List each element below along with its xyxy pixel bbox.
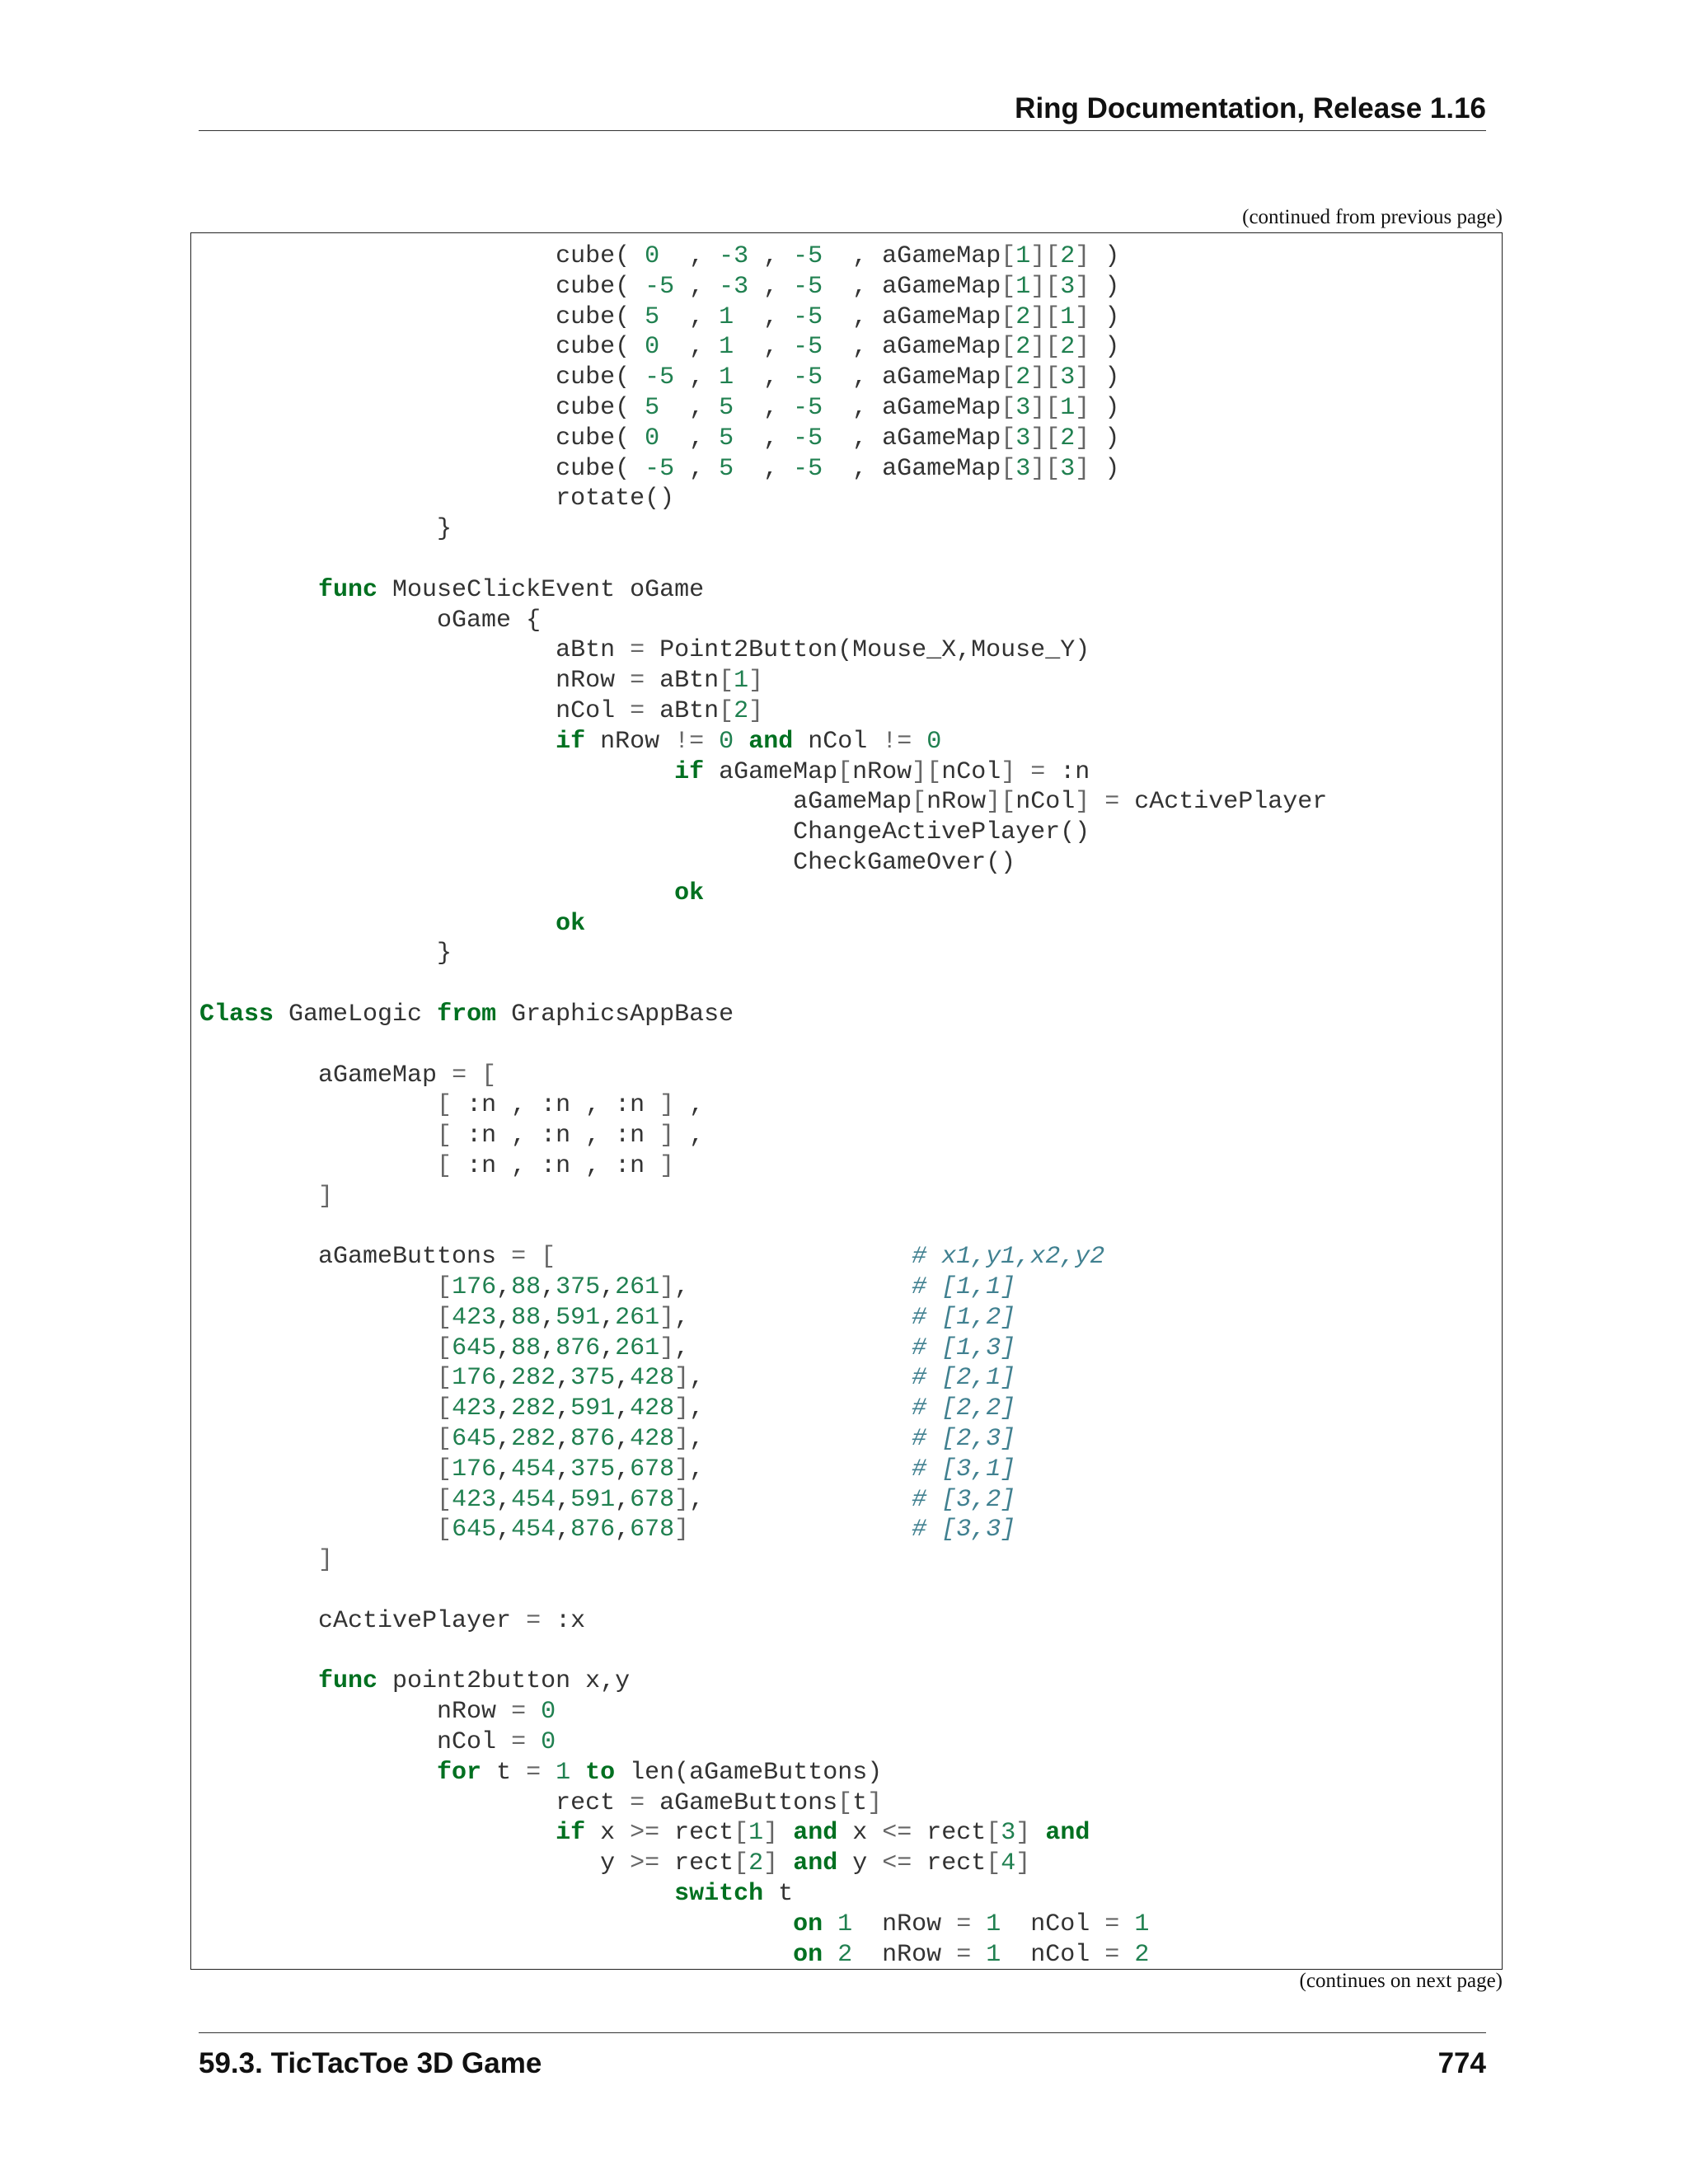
code-line: nRow = 0: [199, 1698, 556, 1727]
footer-page-number: 774: [1437, 2047, 1486, 2079]
code-line: }: [199, 940, 452, 968]
code-line: [176,88,375,261], # [1,1]: [437, 1273, 1016, 1302]
code-line: ]: [318, 1546, 334, 1575]
code-line: aGameMap[nRow][nCol] = cActivePlayer: [199, 788, 1328, 817]
continued-from-note: (continued from previous page): [1242, 206, 1503, 228]
code-line: rect = aGameButtons[t]: [199, 1788, 883, 1817]
header-rule: [199, 130, 1486, 131]
code-line: CheckGameOver(): [199, 848, 1016, 877]
code-line: if nRow != 0 and nCol != 0: [556, 727, 942, 756]
code-line: cube( 5 , 1 , -5 , aGameMap[2][1] ): [199, 302, 1120, 331]
footer-rule: [199, 2032, 1486, 2033]
code-line: aBtn = Point2Button(Mouse_X,Mouse_Y): [199, 636, 1090, 665]
code-line: y >= rect[2] and y <= rect[4]: [199, 1849, 1031, 1878]
code-line: oGame {: [199, 606, 542, 635]
code-line: nCol = 0: [199, 1728, 556, 1757]
code-line: }: [199, 515, 452, 544]
code-line: func point2button x,y: [318, 1667, 631, 1696]
code-line: nCol = aBtn[2]: [199, 696, 764, 725]
code-line: cube( 0 , -3 , -5 , aGameMap[1][2] ): [199, 242, 1120, 270]
code-line: func MouseClickEvent oGame: [318, 575, 705, 604]
code-line: nRow = aBtn[1]: [199, 667, 764, 696]
code-line: cube( -5 , 1 , -5 , aGameMap[2][3] ): [199, 363, 1120, 392]
code-line: switch t: [674, 1880, 794, 1909]
code-line: ]: [318, 1182, 334, 1211]
code-line: rotate(): [199, 485, 675, 513]
code-line: [176,454,375,678], # [3,1]: [437, 1455, 1016, 1483]
code-line: cube( 0 , 5 , -5 , aGameMap[3][2] ): [199, 424, 1120, 452]
code-line: cube( 0 , 1 , -5 , aGameMap[2][2] ): [199, 333, 1120, 362]
code-line: [176,282,375,428], # [2,1]: [437, 1364, 1016, 1393]
code-line: ok: [674, 879, 705, 907]
code-line: cube( -5 , 5 , -5 , aGameMap[3][3] ): [199, 454, 1120, 483]
code-line: ok: [556, 909, 586, 938]
code-line: [423,282,591,428], # [2,2]: [437, 1394, 1016, 1423]
code-line: if aGameMap[nRow][nCol] = :n: [674, 757, 1090, 786]
code-line: [645,282,876,428], # [2,3]: [437, 1425, 1016, 1454]
code-line: [423,88,591,261], # [1,2]: [437, 1303, 1016, 1332]
code-line: [ :n , :n , :n ] ,: [437, 1091, 705, 1120]
footer-section: 59.3. TicTacToe 3D Game: [199, 2047, 542, 2079]
code-block: [190, 232, 1503, 1970]
code-line: [ :n , :n , :n ] ,: [437, 1122, 705, 1151]
code-line: cube( -5 , -3 , -5 , aGameMap[1][3] ): [199, 272, 1120, 301]
code-line: [ :n , :n , :n ]: [437, 1151, 675, 1180]
code-line: [645,88,876,261], # [1,3]: [437, 1333, 1016, 1362]
code-line: [423,454,591,678], # [3,2]: [437, 1485, 1016, 1514]
code-line: [645,454,876,678] # [3,3]: [437, 1516, 1016, 1544]
code-line: if x >= rect[1] and x <= rect[3] and: [556, 1819, 1090, 1848]
code-line: on 2 nRow = 1 nCol = 2: [793, 1940, 1150, 1969]
code-line: for t = 1 to len(aGameButtons): [437, 1758, 883, 1787]
code-line: ChangeActivePlayer(): [199, 818, 1090, 847]
code-line: Class GameLogic from GraphicsAppBase: [199, 1000, 734, 1029]
code-line: cube( 5 , 5 , -5 , aGameMap[3][1] ): [199, 393, 1120, 422]
code-line: aGameMap = [: [199, 1061, 497, 1090]
code-line: cActivePlayer = :x: [199, 1606, 586, 1635]
continues-on-note: (continues on next page): [1299, 1970, 1503, 1992]
header-title: Ring Documentation, Release 1.16: [1015, 92, 1486, 124]
code-listing: [199, 241, 1327, 1970]
code-line: aGameButtons = [ # x1,y1,x2,y2: [199, 1243, 1105, 1272]
code-line: on 1 nRow = 1 nCol = 1: [793, 1910, 1150, 1938]
